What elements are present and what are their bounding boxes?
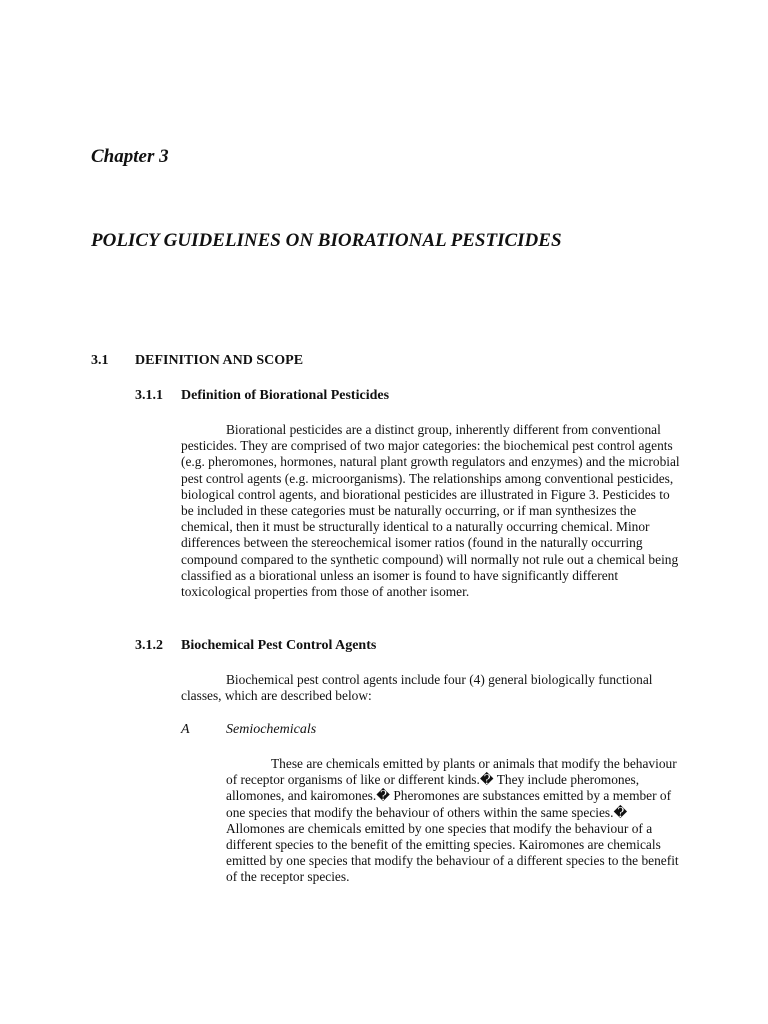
subsection-heading: Biochemical Pest Control Agents	[181, 638, 377, 653]
item-letter: A	[181, 722, 190, 737]
section-heading: DEFINITION AND SCOPE	[135, 353, 304, 368]
subsection-heading: Definition of Biorational Pesticides	[181, 388, 390, 403]
subsection-number: 3.1.2	[135, 638, 163, 653]
paragraph: Biorational pesticides are a distinct group, inherently different from conventional pesticides. They are comprised of two major categories: the biochemical pest control agents (e.g. pheromones, hormones, natural plant growth regulators and enzymes) and the microbial pest control agents (e.g. microorganisms). The relationships among conventional pesticides, biological control agents, and biorational pesticides are illustrated in Figure 3. Pesticides to be included in these categories must be naturally occurring, or if man synthesizes the chemical, then it must be structurally identical to a naturally occurring chemical. Minor differences between the stereochemical isomer ratios (found in the naturally occurring compound compared to the synthetic compound) will normally not rule out a chemical being classified as a biorational unless an isomer is found to have significantly different toxicological properties from those of another isomer.	[181, 422, 680, 600]
subsection-number: 3.1.1	[135, 388, 163, 403]
chapter-label: Chapter 3	[91, 146, 169, 167]
paragraph: Biochemical pest control agents include four (4) general biologically functional classes, which are described below:	[181, 672, 653, 704]
section-number: 3.1	[91, 353, 109, 368]
paragraph: These are chemicals emitted by plants or animals that modify the behaviour of receptor organisms of like or different kinds.� They include pheromones, allomones, and kairomones.� Pheromones are substances emitted by a member of one species that modify the behaviour of others within the same species.� Allomones are chemicals emitted by one species that modify the behaviour of a different species to the benefit of the emitting species. Kairomones are chemicals emitted by one species that modify the behaviour of a different species to the benefit of the receptor species.	[226, 756, 679, 885]
item-heading: Semiochemicals	[226, 722, 317, 737]
page-title: POLICY GUIDELINES ON BIORATIONAL PESTICIDES	[91, 230, 562, 251]
